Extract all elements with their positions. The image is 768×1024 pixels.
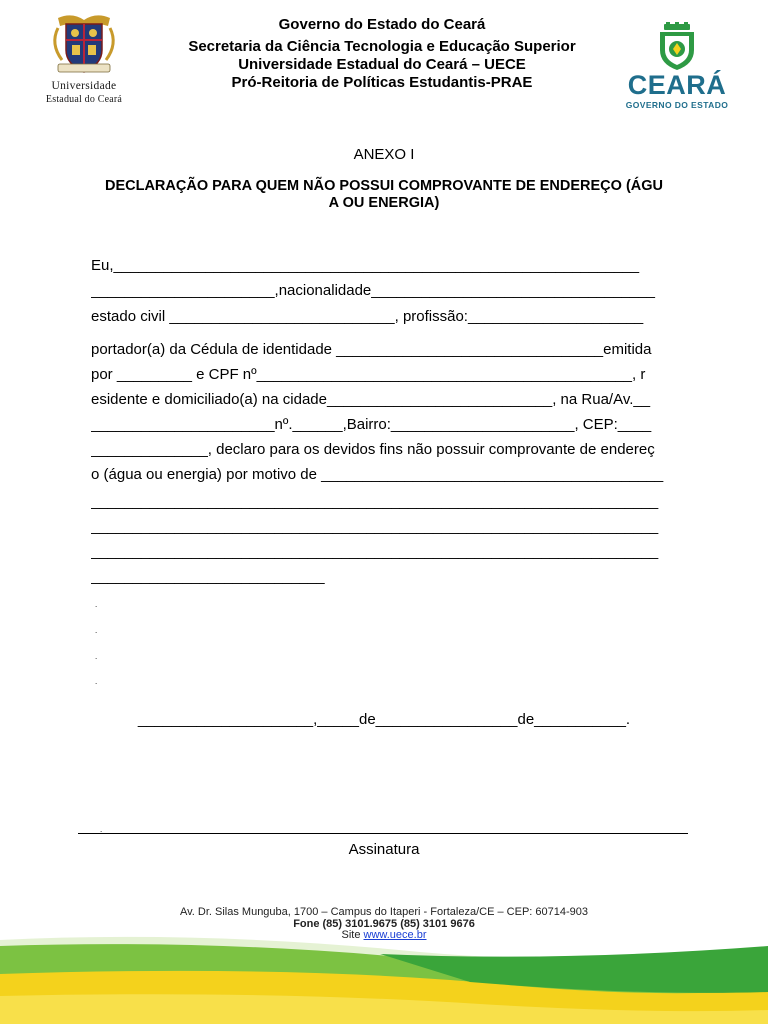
uece-logo	[28, 14, 140, 110]
uece-crest-icon	[28, 14, 140, 76]
body-line-blank-2: ____________________________________________________________________	[91, 518, 659, 535]
annex-label: ANEXO I	[353, 146, 415, 163]
uece-logo-line2: Estadual do Ceará	[45, 94, 123, 105]
header-secretariat: Secretaria da Ciência Tecnologia e Educação Superior	[188, 38, 576, 55]
ceara-shield-icon	[618, 22, 736, 74]
body-line-civil-status: estado civil ___________________________, profissão:_____________________	[91, 308, 644, 325]
body-line-nationality: ______________________,nacionalidade__________________________________	[91, 282, 655, 299]
signature-line	[78, 833, 688, 834]
ceara-logo-word: CEARÁ	[627, 70, 727, 100]
spacer-dot: .	[95, 600, 98, 609]
body-line-cpf: por _________ e CPF nº_____________________________________________, r	[91, 366, 646, 383]
body-line-name: Eu,_______________________________________________________________	[91, 257, 640, 274]
footer-phone: Fone (85) 3101.9675 (85) 3101 9676	[293, 917, 475, 930]
footer-wave-graphic	[0, 934, 768, 1024]
declaration-title	[80, 178, 688, 212]
declaration-title-line1: DECLARAÇÃO PARA QUEM NÃO POSSUI COMPROVANTE DE ENDEREÇO (ÁGU	[104, 178, 663, 194]
uece-logo-line1: Universidade	[51, 80, 117, 92]
body-line-blank-1: ____________________________________________________________________	[91, 493, 659, 510]
spacer-dot: .	[95, 626, 98, 635]
header-university: Universidade Estadual do Ceará – UECE	[238, 56, 526, 73]
body-line-residence: esidente e domiciliado(a) na cidade___________________________, na Rua/Av.__	[91, 391, 651, 408]
declaration-title-line2: A OU ENERGIA)	[328, 195, 440, 211]
signature-dot: .	[100, 825, 103, 834]
footer-waves	[0, 934, 768, 1024]
letterhead	[150, 16, 614, 92]
signature-label: Assinatura	[348, 841, 420, 858]
body-line-reason: o (água ou energia) por motivo de _________________________________________	[91, 466, 664, 483]
ceara-logo	[618, 22, 736, 112]
footer-site-label: Site	[341, 929, 361, 941]
header-government: Governo do Estado do Ceará	[278, 16, 486, 33]
body-line-identity: portador(a) da Cédula de identidade ________________________________emitida	[91, 341, 652, 358]
footer-address: Av. Dr. Silas Munguba, 1700 – Campus do Itaperi - Fortaleza/CE – CEP: 60714-903	[179, 906, 589, 918]
body-line-address: ______________________nº.______,Bairro:______________________, CEP:____	[91, 416, 652, 433]
body-line-blank-3: ____________________________________________________________________	[91, 543, 659, 560]
ceara-logo-subtitle: GOVERNO DO ESTADO	[625, 100, 729, 110]
body-line-blank-4: ____________________________	[91, 568, 325, 585]
body-line-declaration: ______________, declaro para os devidos fins não possuir comprovante de endereç	[91, 441, 655, 458]
header-prae: Pró-Reitoria de Políticas Estudantis-PRAE	[231, 74, 533, 91]
date-line: _____________________,_____de_________________de___________.	[137, 711, 631, 728]
spacer-dot: .	[95, 677, 98, 686]
spacer-dot: .	[95, 652, 98, 661]
footer-site-link[interactable]: www.uece.br	[363, 929, 427, 941]
